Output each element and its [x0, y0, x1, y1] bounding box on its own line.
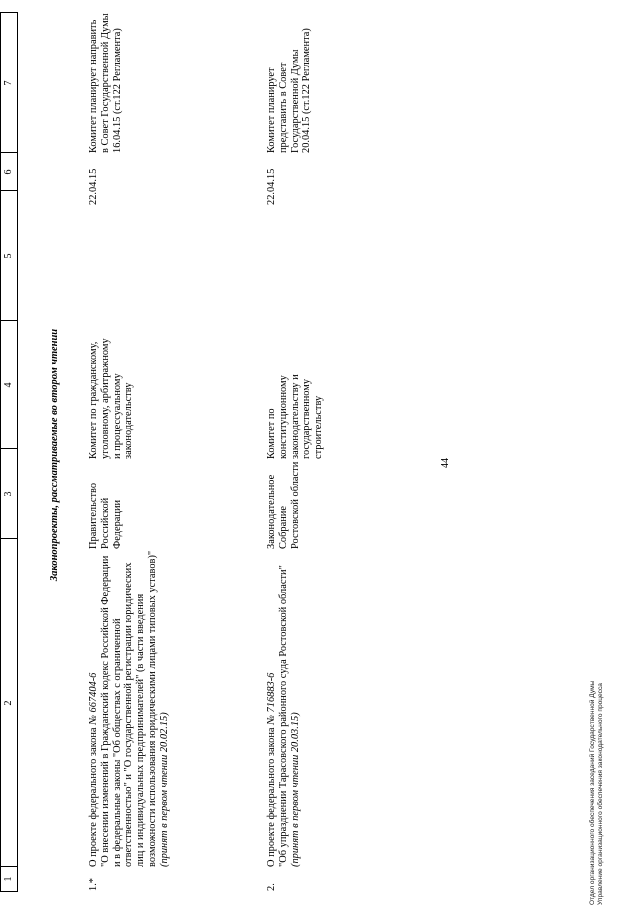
page-number: 44	[440, 458, 451, 468]
responsible-committee: Комитет по конституционному законодательству и государственному строительству	[266, 374, 325, 459]
header-col-3: 3	[3, 491, 14, 497]
header-col-1: 1	[3, 876, 14, 882]
responsible-committee: Комитет по гражданскому, уголовному, арбитражному и процессуальному законодательству	[88, 338, 135, 459]
bill-initiator: Законодательное Собрание Ростовской области	[266, 461, 301, 549]
header-col-4: 4	[3, 382, 14, 388]
bill-title-prefix: О проекте федерального закона	[266, 727, 277, 867]
row-number: 2.	[266, 883, 277, 891]
bill-initiator: Правительство Российской Федерации	[88, 482, 123, 549]
footer-line-2: Управление организационного обеспечения законодательного процесса	[597, 683, 604, 905]
header-col-7: 7	[3, 80, 14, 86]
review-date: 22.04.15	[88, 168, 99, 205]
header-col-5: 5	[3, 253, 14, 259]
bill-reading-note: (принят в первом чтении 20.03.15)	[289, 712, 301, 867]
bill-number: № 716883-6	[266, 672, 277, 725]
row-number: 1.*	[88, 878, 99, 891]
bill-text: "Об упразднении Тарасовского районного суда Ростовской области"	[277, 565, 289, 867]
bill-number: № 667404-6	[88, 672, 99, 725]
footer	[589, 585, 605, 905]
bill-text: "О внесении изменений в Гражданский кодекс Российской Федерации и в федеральные законы "Об обществах с ограниченной ответственностью" и "О государственной регистрации юридических лиц и индивидуальных предпринимателей" (в части введения возможности использования юридическими лицами типовых уставов)"	[99, 550, 158, 867]
section-heading: Законопроекты, рассматриваемые во втором чтении	[49, 328, 60, 582]
bill-reading-note: (принят в первом чтении 20.02.15)	[158, 712, 170, 867]
column-number-header	[0, 12, 18, 892]
remark: Комитет планирует представить в Совет Государственной Думы 20.04.15 (ст.122 Регламента)	[266, 28, 313, 153]
header-col-6: 6	[3, 169, 14, 175]
remark: Комитет планирует направить в Совет Государственной Думы 16.04.15 (ст.122 Регламента)	[88, 13, 123, 153]
header-col-2: 2	[3, 700, 14, 706]
footer-line-1: Отдел организационного обеспечения заседаний Государственной Думы	[589, 680, 596, 905]
bill-description	[88, 549, 171, 867]
review-date: 22.04.15	[266, 168, 277, 205]
bill-title-prefix: О проекте федерального закона	[88, 727, 99, 867]
bill-description	[266, 549, 301, 867]
